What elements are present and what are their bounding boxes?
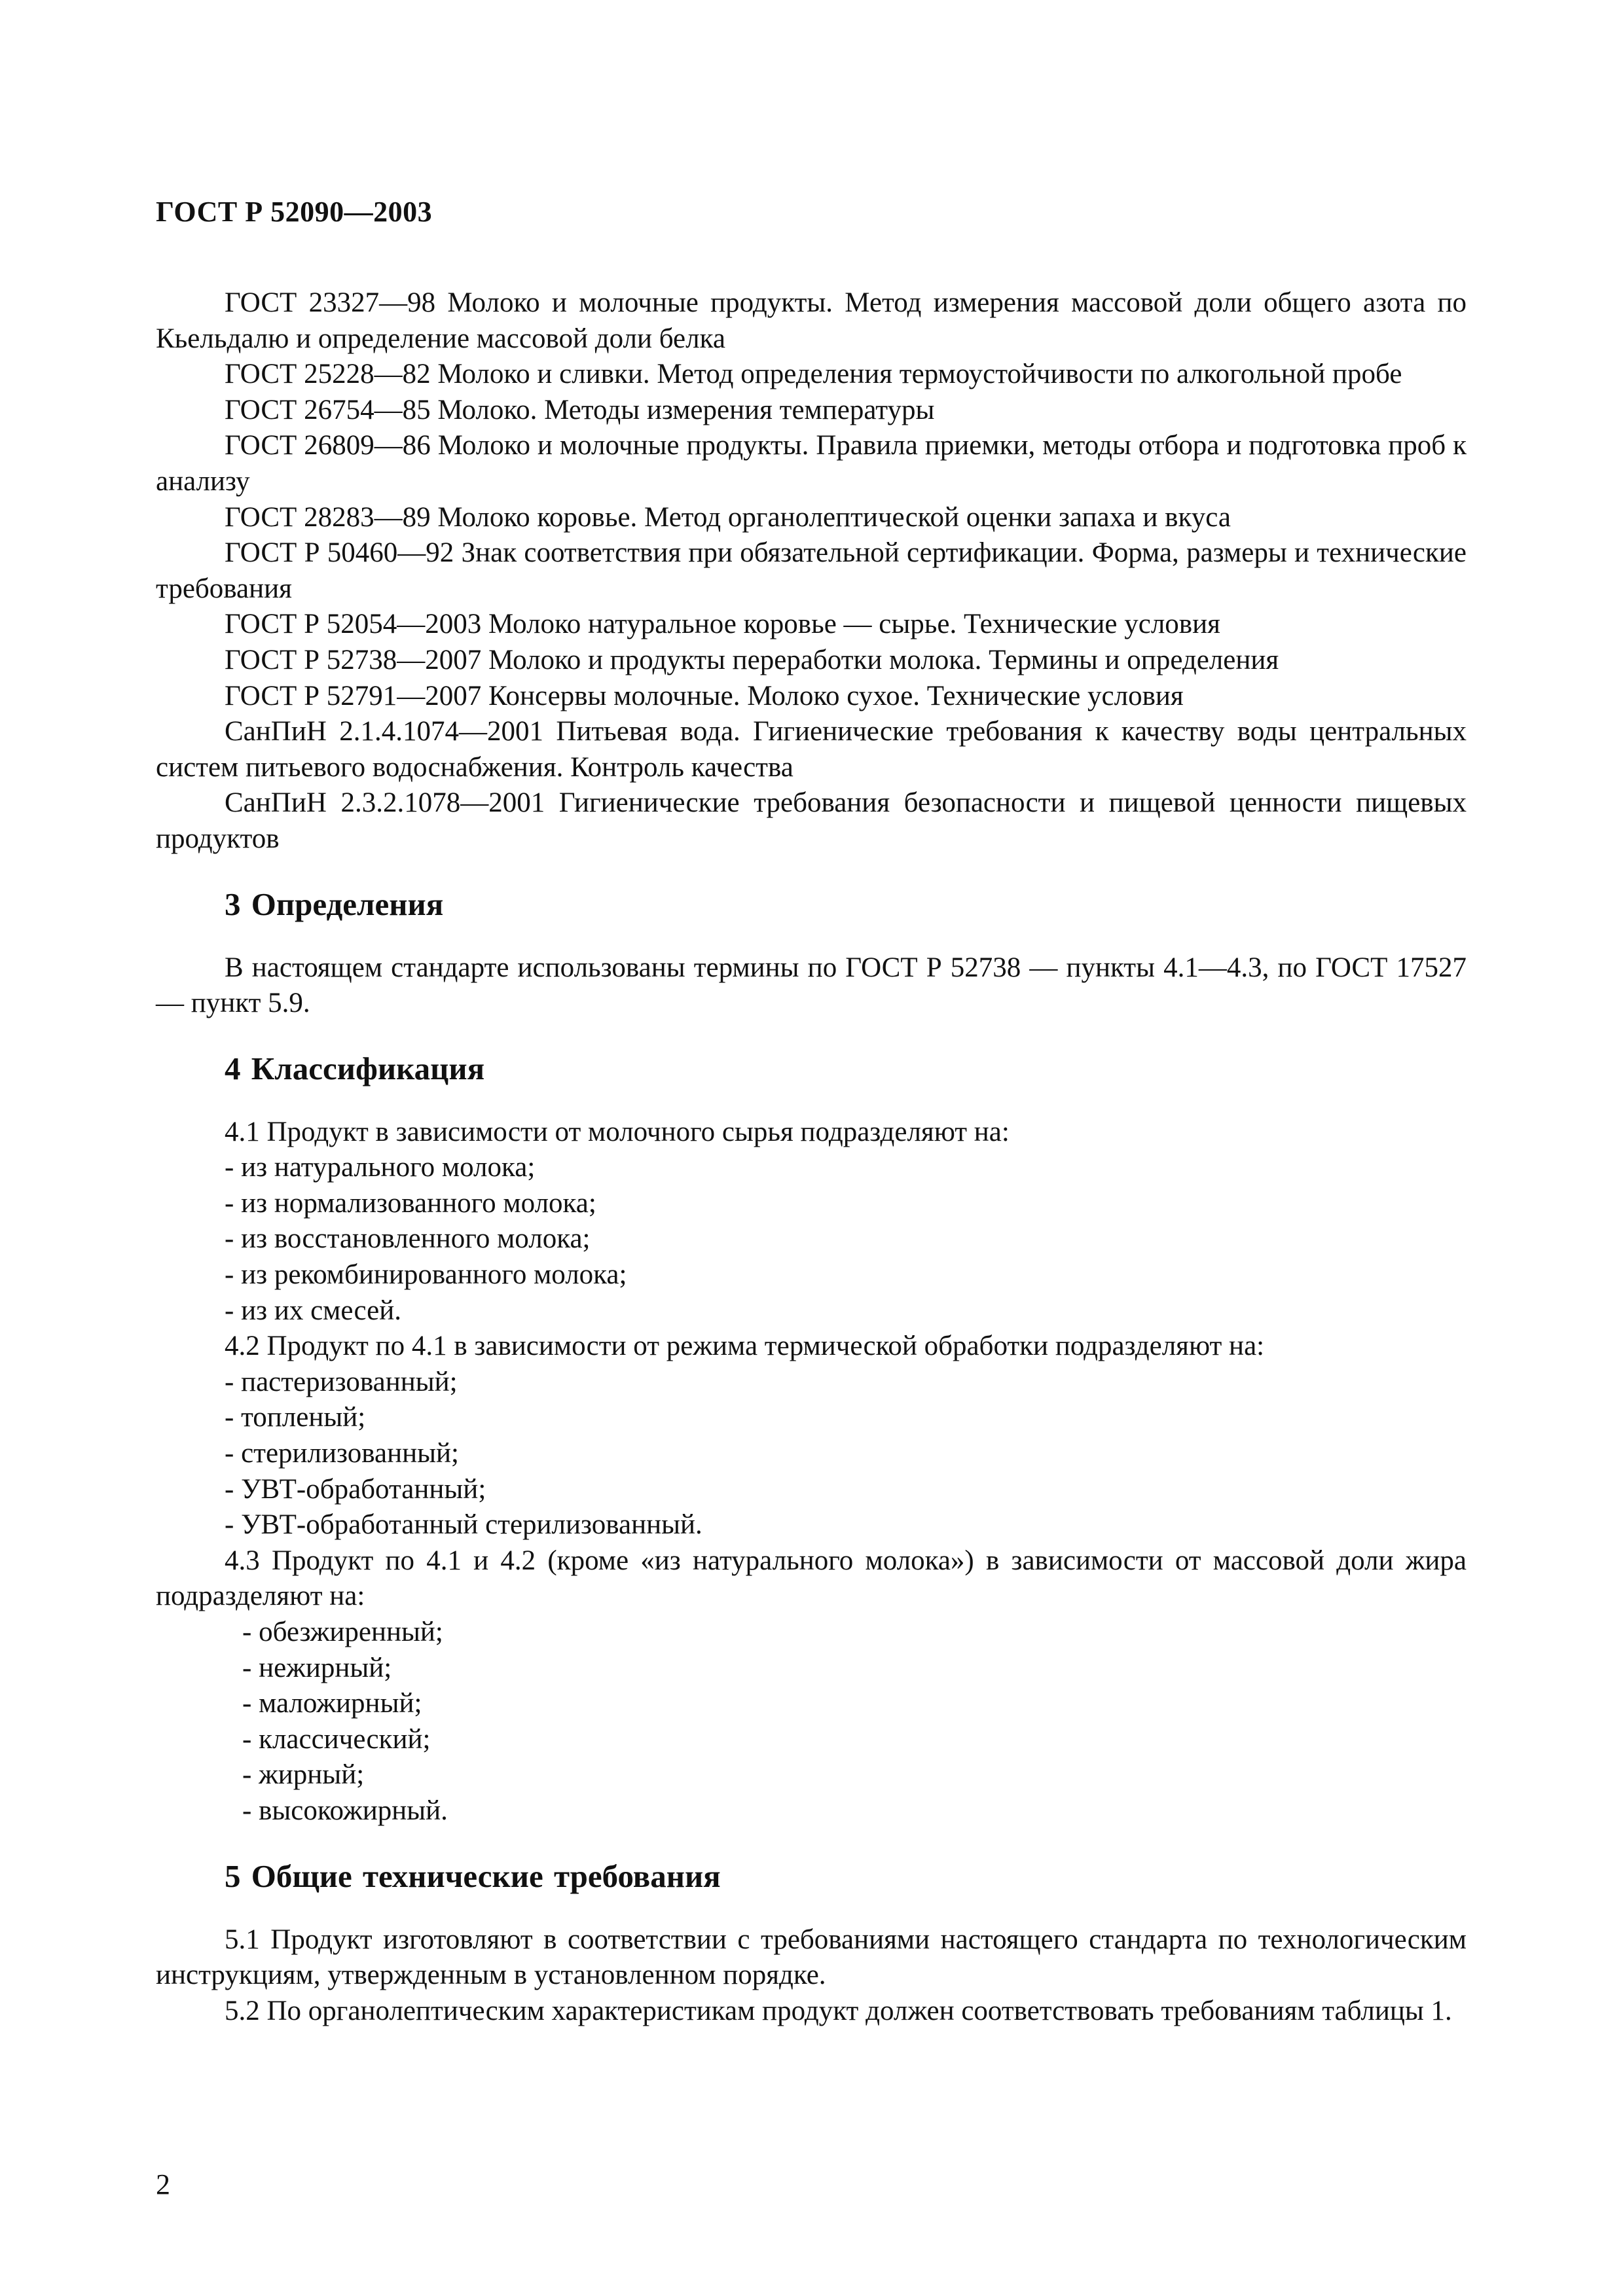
standard-code-header: ГОСТ Р 52090—2003 — [156, 196, 433, 228]
reference-item: ГОСТ Р 52054—2003 Молоко натуральное коровье — сырье. Технические условия — [225, 609, 1220, 640]
list-item: - жирный; — [242, 1759, 365, 1791]
section-4-heading: 4 Классификация — [225, 1050, 485, 1086]
reference-item: ГОСТ 23327—98 Молоко и молочные продукты. Метод измерения массовой доли общего азота по Кьельдалю и определение массовой доли белка — [156, 287, 1467, 354]
list-item: - классический; — [242, 1723, 431, 1755]
clause-5-1: 5.1 Продукт изготовляют в соответствии с требованиями настоящего стандарта по технологическим инструкциям, утвержденным в установленном порядке. — [156, 1924, 1467, 1991]
list-item: - маложирный; — [242, 1688, 422, 1719]
reference-item: ГОСТ 26809—86 Молоко и молочные продукты. Правила приемки, методы отбора и подготовка проб к анализу — [156, 430, 1467, 497]
reference-item: ГОСТ 26754—85 Молоко. Методы измерения температуры — [225, 394, 935, 425]
list-item: - из рекомбинированного молока; — [225, 1259, 627, 1291]
list-item: - УВТ-обработанный; — [225, 1473, 486, 1505]
section-3-text: В настоящем стандарте использованы термины по ГОСТ Р 52738 — пункты 4.1—4.3, по ГОСТ 17527 — пункт 5.9. — [156, 952, 1467, 1019]
list-item: - из восстановленного молока; — [225, 1223, 591, 1255]
list-item: - из натурального молока; — [225, 1152, 536, 1183]
clause-4-1: 4.1 Продукт в зависимости от молочного сырья подразделяют на: — [225, 1116, 1010, 1147]
clause-5-2: 5.2 По органолептическим характеристикам продукт должен соответствовать требованиям таблицы 1. — [225, 1995, 1452, 2026]
reference-item: ГОСТ Р 50460—92 Знак соответствия при обязательной сертификации. Форма, размеры и технические требования — [156, 537, 1467, 604]
list-item: - обезжиренный; — [242, 1617, 443, 1647]
clause-4-3: 4.3 Продукт по 4.1 и 4.2 (кроме «из натурального молока») в зависимости от массовой доли жира подразделяют на: — [156, 1545, 1467, 1612]
reference-item: ГОСТ Р 52791—2007 Консервы молочные. Молоко сухое. Технические условия — [225, 680, 1184, 711]
list-item: - топленый; — [225, 1402, 366, 1433]
reference-item: СанПиН 2.3.2.1078—2001 Гигиенические требования безопасности и пищевой ценности пищевых продуктов — [156, 787, 1467, 854]
document-body — [156, 285, 1467, 2029]
reference-item: ГОСТ Р 52738—2007 Молоко и продукты переработки молока. Термины и определения — [225, 644, 1279, 675]
list-item: - пастеризованный; — [225, 1366, 458, 1397]
section-5-heading: 5 Общие технические требования — [225, 1857, 721, 1894]
list-item: - стерилизованный; — [225, 1438, 459, 1469]
list-item: - нежирный; — [242, 1652, 392, 1683]
reference-item: ГОСТ 25228—82 Молоко и сливки. Метод определения термоустойчивости по алкогольной пробе — [225, 359, 1402, 390]
normative-references-list — [156, 285, 1467, 857]
list-item: - высокожирный. — [242, 1795, 448, 1826]
list-item: - УВТ-обработанный стерилизованный. — [225, 1509, 702, 1541]
list-item: - из их смесей. — [225, 1295, 401, 1326]
clause-4-2: 4.2 Продукт по 4.1 в зависимости от режима термической обработки подразделяют на: — [225, 1331, 1265, 1362]
reference-item: СанПиН 2.1.4.1074—2001 Питьевая вода. Гигиенические требования к качеству воды центральных систем питьевого водоснабжения. Контроль качества — [156, 716, 1467, 783]
reference-item: ГОСТ 28283—89 Молоко коровье. Метод органолептической оценки запаха и вкуса — [225, 501, 1231, 533]
section-3-heading: 3 Определения — [225, 886, 444, 922]
page-number: 2 — [156, 2168, 170, 2200]
list-item: - из нормализованного молока; — [225, 1187, 596, 1219]
